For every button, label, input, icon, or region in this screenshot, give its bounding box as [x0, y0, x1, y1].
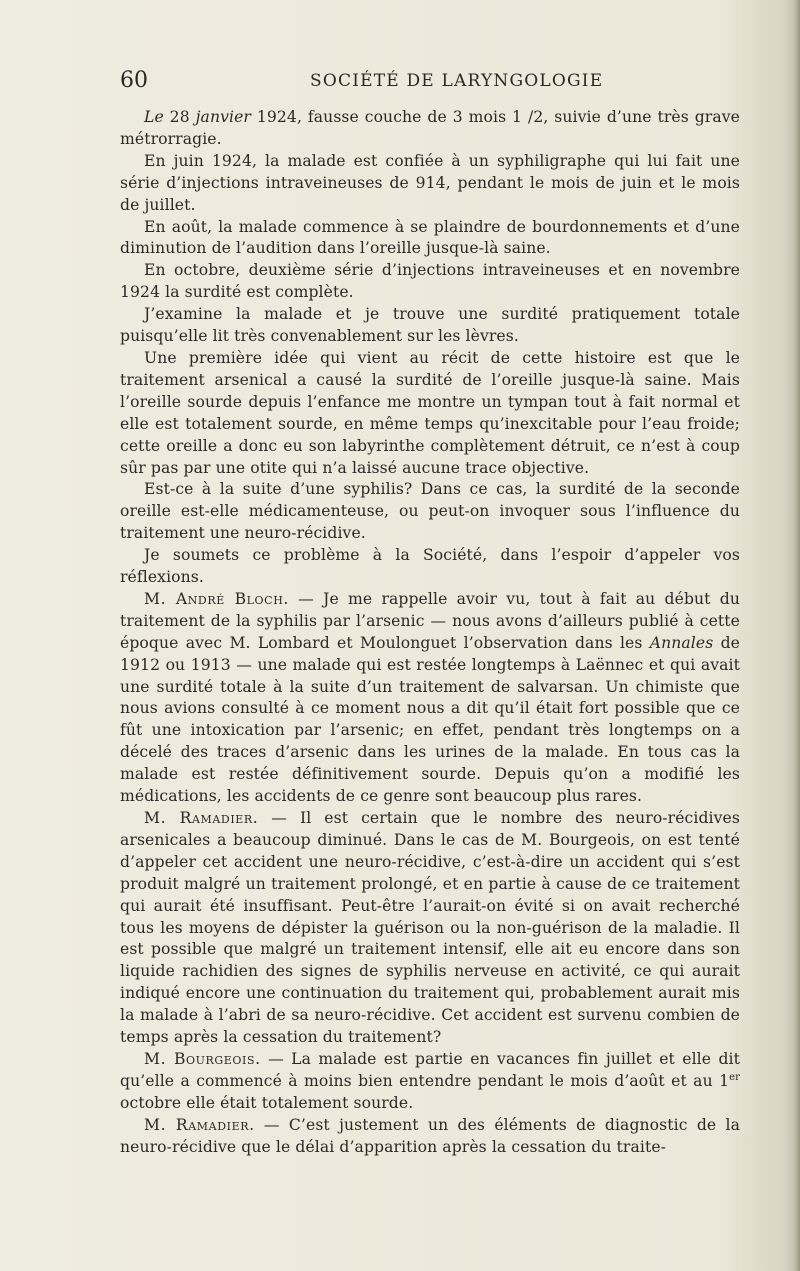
- paragraph-bloch: [120, 589, 740, 808]
- page-edge-shadow: [794, 0, 800, 1271]
- paragraph-8: Je soumets ce problème à la Société, dans l’espoir d’appeler vos réflexions.: [120, 546, 740, 587]
- text-run: 28: [163, 108, 196, 126]
- text-run: — La malade est partie en vacances fin juillet et elle dit qu’elle a commencé à moins bien entendre pendant le mois d’août et au 1: [120, 1049, 740, 1090]
- paragraph-1: [120, 107, 740, 151]
- paragraph-7: Est-ce à la suite d’une syphilis? Dans ce cas, la surdité de la seconde oreille est-elle médicamenteuse, ou peut-on invoquer sous l’influence du traitement une neuro-récidive.: [120, 480, 740, 543]
- italic-text: Le: [144, 108, 164, 126]
- text-run: — Je me rappelle avoir vu, tout à fait au début du traitement de la syphilis par l’arsenic — nous avons d’ailleurs publié à cette époque avec M. Lombard et Moulonguet l’observation dans les: [120, 589, 741, 652]
- paragraph-6: Une première idée qui vient au récit de cette histoire est que le traitement arsenical a causé la surdité de l’oreille jusque-là saine. Mais l’oreille sourde depuis l’enfance me montre un tympan tout à fait normal et elle est totalement sourde, en même temps qu’inexcitable pour l’eau froide; cette oreille a donc eu son labyrinthe complètement détruit, ce n’est à coup sûr pas par une otite qui n’a laissé aucune trace objective.: [120, 348, 740, 477]
- speaker-name: M. Ramadier.: [144, 1115, 255, 1134]
- paragraph-5: J’examine la malade et je trouve une surdité pratiquement totale puisqu’elle lit très convenablement sur les lèvres.: [120, 305, 740, 346]
- text-run: de 1912 ou 1913 — une malade qui est restée longtemps à Laënnec et qui avait une surdité totale à la suite d’un traitement de salvarsan. Un chimiste que nous avions consulté à ce moment nous a dit qu’il était fort possible que ce fût une intoxication par l’arsenic; en effet, pendant très longtemps on a décelé des traces d’arsenic dans les urines de la malade. En tous cas la malade est restée définitivement sourde. Depuis qu’on a modifié les médications, les accidents de ce genre sont beaucoup plus rares.: [120, 633, 740, 806]
- paragraph-ramadier-1: [120, 808, 740, 1049]
- speaker-name: M. Bourgeois.: [144, 1049, 261, 1068]
- page-number: 60: [120, 68, 148, 93]
- text-run: — Il est certain que le nombre des neuro-récidives arsenicales a beaucoup diminué. Dans le cas de M. Bourgeois, on est tenté d’appeler cet accident une neuro-récidive, c’est-à-dire un accident qui s’est produit malgré un traitement prolongé, et en partie à cause de ce traitement qui aurait été insuffisant. Peut-être l’aurait-on évité si on avait recherché tous les moyens de dépister la guérison ou la non-guérison de la maladie. Il est possible que malgré un traitement intensif, elle ait eu encore dans son liquide rachidien des signes de syphilis nerveuse en activité, ce qui aurait indiqué encore une continuation du traitement qui, probablement aurait mis la malade à l’abri de sa neuro-récidive. Cet accident est survenu combien de temps après la cessation du traitement?: [120, 809, 740, 1047]
- paragraph-3: En août, la malade commence à se plaindre de bourdonnements et d’une diminution de l’audition dans l’oreille jusque-là saine.: [120, 217, 740, 258]
- italic-text: janvier: [195, 108, 251, 126]
- page-header: [120, 68, 740, 98]
- speaker-name: M. André Bloch.: [144, 589, 289, 608]
- paragraph-2: En juin 1924, la malade est confiée à un syphiligraphe qui lui fait une série d’injections intraveineuses de 914, pendant le mois de juin et le mois de juillet.: [120, 151, 740, 214]
- text-run: octobre elle était totalement sourde.: [120, 1093, 414, 1112]
- italic-text: Annales: [649, 633, 714, 652]
- paragraph-4: En octobre, deuxième série d’injections intraveineuses et en novembre 1924 la surdité est complète.: [120, 261, 740, 302]
- running-title: SOCIÉTÉ DE LARYNGOLOGIE: [310, 71, 604, 91]
- paragraph-ramadier-2: [120, 1115, 740, 1159]
- paragraph-bourgeois: [120, 1049, 740, 1115]
- text-run: 1924, fausse couche de 3 mois 1 /2, suivie d’une très grave métrorragie.: [120, 108, 740, 148]
- superscript: er: [729, 1071, 740, 1083]
- speaker-name: M. Ramadier.: [144, 809, 259, 827]
- text-run: — C’est justement un des éléments de diagnostic de la neuro-récidive que le délai d’apparition après la cessation du traite-: [120, 1115, 741, 1156]
- body-text: [120, 107, 740, 1159]
